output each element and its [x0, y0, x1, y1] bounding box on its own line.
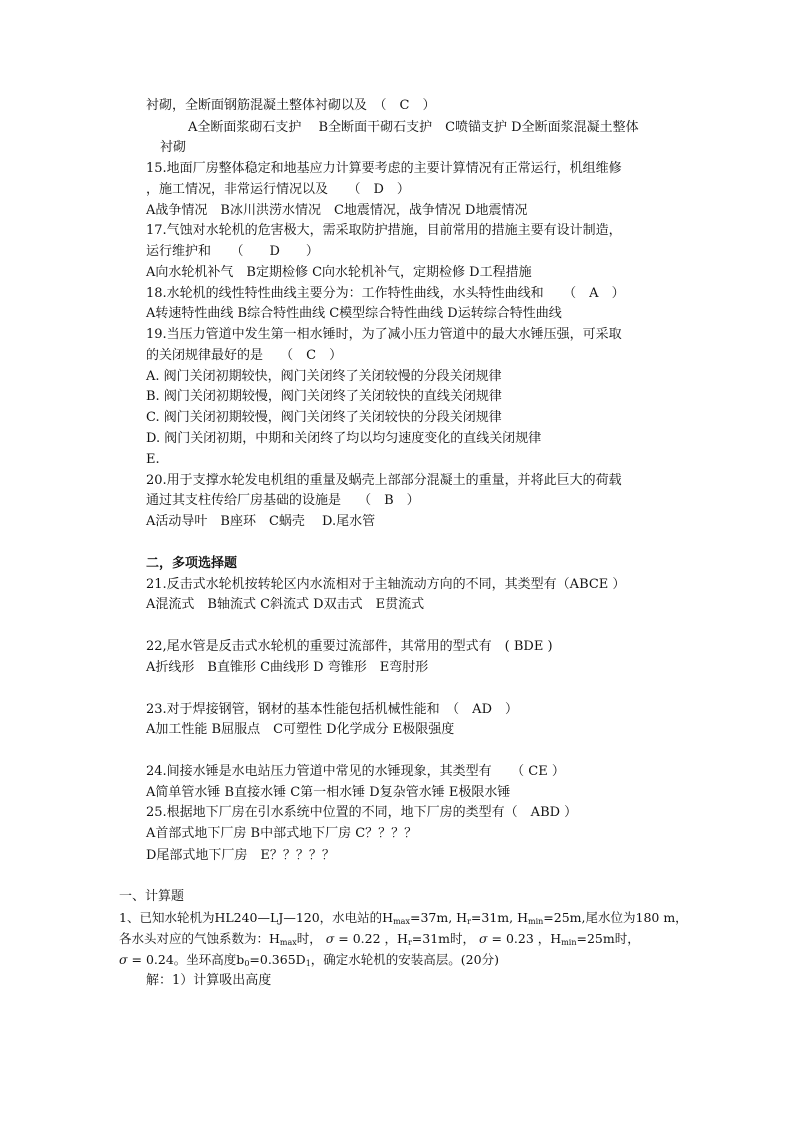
text-line: 25.根据地下厂房在引水系统中位置的不同，地下厂房的类型有（ ABD ）	[146, 805, 578, 820]
text-line: A加工性能 B屈服点 C可塑性 D化学成分 E极限强度	[146, 722, 455, 737]
text-line: ，施工情况，非常运行情况以及 （ D ）	[146, 182, 410, 197]
text-line: C. 阀门关闭初期较慢，阀门关闭终了关闭较快的分段关闭规律	[146, 410, 502, 425]
text-line: A战争情况 B冰川洪涝水情况 C地震情况，战争情况 D地震情况	[146, 203, 528, 218]
text-line: 通过其支柱传给厂房基础的设施是 （ B ）	[146, 493, 420, 508]
text-line: 24.间接水锤是水电站压力管道中常见的水锤现象，其类型有 （ CE ）	[146, 764, 565, 779]
text-line: 15.地面厂房整体稳定和地基应力计算要考虑的主要计算情况有正常运行，机组维修	[146, 161, 622, 176]
text-line: D. 阀门关闭初期，中期和关闭终了均以均匀速度变化的直线关闭规律	[146, 431, 542, 446]
text-line: 解：1）计算吸出高度	[146, 973, 272, 988]
text-line: B. 阀门关闭初期较慢，阀门关闭终了关闭较快的直线关闭规律	[146, 389, 502, 404]
text-line: A. 阀门关闭初期较快，阀门关闭终了关闭较慢的分段关闭规律	[146, 369, 502, 384]
text-line: 20.用于支撑水轮发电机组的重量及蜗壳上部部分混凝土的重量，并将此巨大的荷载	[146, 473, 622, 488]
text-line: 21.反击式水轮机按转轮区内水流相对于主轴流动方向的不同，其类型有（ABCE ）	[146, 577, 626, 592]
text-line: D尾部式地下厂房 E？？？？？	[146, 848, 335, 863]
text-line: A活动导叶 B座环 C蜗壳 D.尾水管	[146, 514, 376, 529]
text-line: A折线形 B直锥形 C曲线形 D 弯锥形 E弯肘形	[146, 660, 429, 675]
text-line: A向水轮机补气 B定期检修 C向水轮机补气，定期检修 D工程措施	[146, 265, 532, 280]
text-line: 18.水轮机的线性特性曲线主要分为：工作特性曲线，水头特性曲线和 （ A ）	[146, 286, 625, 301]
text-line: 各水头对应的气蚀系数为：$H_{max}$时， σ = 0.22 ，$H_r=31m$时， σ = 0.23 ，$H_{min}=25m$时，	[119, 931, 640, 947]
section-heading: 一、计算题	[119, 889, 185, 904]
text-line: σ = 0.24。坐环高度$b_0=0.365D_1$，确定水轮机的安装高层。(20分)	[119, 952, 499, 968]
text-line: E.	[146, 452, 160, 467]
text-line: 的关闭规律最好的是 （ C ）	[146, 348, 343, 363]
text-line: 19.当压力管道中发生第一相水锤时，为了减小压力管道中的最大水锤压强，可采取	[146, 327, 622, 342]
text-line: A简单管水锤 B直接水锤 C第一相水锤 D复杂管水锤 E极限水锤	[146, 785, 511, 800]
text-line: A首部式地下厂房 B中部式地下厂房 C？？？？	[146, 826, 418, 841]
text-line: 22,尾水管是反击式水轮机的重要过流部件，其常用的型式有 ( BDE )	[146, 639, 553, 654]
text-line: A全断面浆砌石支护 B全断面干砌石支护 C喷锚支护 D全断面浆混凝土整体	[188, 120, 639, 135]
section-heading: 二，多项选择题	[146, 556, 238, 571]
text-line: 1、已知水轮机为HL240—LJ—120，水电站的$H_{max}=37m$, $H_r=31m$, $H_{min}=25m$,尾水位为180 m，	[119, 910, 688, 926]
text-line: A转速特性曲线 B综合特性曲线 C模型综合特性曲线 D运转综合特性曲线	[146, 306, 562, 321]
text-line: 衬砌，全断面钢筋混凝土整体衬砌以及 （ C ）	[146, 98, 436, 113]
text-line: 运行维护和 （ D ）	[146, 244, 319, 259]
text-line: 衬砌	[160, 140, 187, 155]
text-line: 23.对于焊接钢管，钢材的基本性能包括机械性能和 （ AD ）	[146, 702, 518, 717]
text-line: 17.气蚀对水轮机的危害极大，需采取防护措施，目前常用的措施主要有设计制造，	[146, 223, 622, 238]
text-line: A混流式 B轴流式 C斜流式 D双击式 E贯流式	[146, 597, 425, 612]
